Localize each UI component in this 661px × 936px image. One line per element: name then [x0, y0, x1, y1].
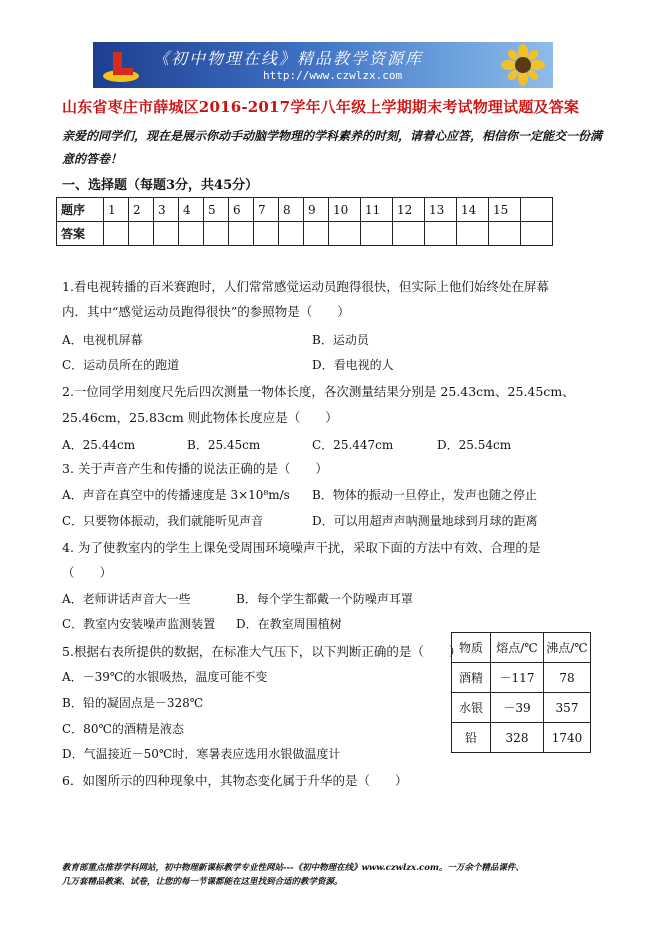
question-2-line-2: 25.46cm，25.83cm 则此物体长度应是（ ）	[62, 410, 338, 425]
banner-url[interactable]: http://www.czwlzx.com	[263, 69, 403, 82]
answer-cell	[129, 222, 154, 246]
answer-cell	[425, 222, 457, 246]
section-heading: 一、选择题（每题3分，共45分）	[62, 178, 259, 193]
table-cell: 78	[544, 663, 591, 693]
number-cell: 13	[425, 198, 457, 222]
number-cell: 11	[361, 198, 393, 222]
number-cell: 10	[329, 198, 361, 222]
header-banner	[93, 42, 553, 88]
question-1-option-a: A．电视机屏幕	[62, 333, 143, 347]
answer-cell	[329, 222, 361, 246]
answer-cell	[304, 222, 329, 246]
document-title: 山东省枣庄市薛城区2016-2017学年八年级上学期期末考试物理试题及答案	[62, 98, 580, 116]
question-5-line-1: 5.根据右表所提供的数据，在标准大气压下，以下判断正确的是（ ）	[62, 644, 462, 659]
number-cell: 12	[393, 198, 425, 222]
question-4-line-2: （ ）	[62, 565, 113, 580]
question-3-option-b: B．物体的振动一旦停止，发声也随之停止	[312, 488, 537, 502]
intro-text: 亲爱的同学们，现在是展示你动手动脑学物理的学科素养的时刻，请着心应答，相信你一定能交一份满意的答卷！	[62, 129, 603, 166]
table-cell: 1740	[544, 723, 591, 753]
table-row	[452, 723, 591, 753]
question-1-option-c: C．运动员所在的跑道	[62, 358, 180, 372]
number-cell: 3	[154, 198, 179, 222]
answer-cell	[229, 222, 254, 246]
footer-line-2: 几万套精品教案、试卷，让您的每一节课都能在这里找到合适的教学资源。	[62, 877, 343, 887]
answer-cell	[279, 222, 304, 246]
table-cell: 酒精	[452, 663, 491, 693]
question-1-line-1: 1.看电视转播的百米赛跑时，人们常常感觉运动员跑得很快，但实际上他们始终处在屏幕	[62, 279, 549, 294]
question-4-option-a: A．老师讲话声音大一些	[62, 592, 191, 606]
question-1-option-d: D．看电视的人	[312, 358, 394, 372]
answer-cell	[179, 222, 204, 246]
table-cell: －117	[491, 663, 544, 693]
number-cell: 9	[304, 198, 329, 222]
question-1-line-2: 内．其中“感觉运动员跑得很快”的参照物是（ ）	[62, 304, 350, 319]
number-cell: 7	[254, 198, 279, 222]
question-2-option-a: A．25.44cm	[62, 438, 136, 452]
logo-icon	[101, 46, 141, 84]
answer-cell	[361, 222, 393, 246]
question-5-option-b: B．铅的凝固点是－328℃	[62, 696, 204, 710]
question-4-option-c: C．教室内安装噪声监测装置	[62, 617, 216, 631]
question-3-option-c: C．只要物体振动，我们就能听见声音	[62, 514, 264, 528]
number-cell: 14	[457, 198, 489, 222]
question-4-option-d: D．在教室周围植树	[236, 617, 342, 631]
answer-cell	[393, 222, 425, 246]
number-cell: 5	[204, 198, 229, 222]
question-4-option-b: B．每个学生都戴一个防噪声耳罩	[236, 592, 413, 606]
table-cell: －39	[491, 693, 544, 723]
row-label: 题序	[57, 198, 104, 222]
answer-cell	[489, 222, 521, 246]
table-cell: 357	[544, 693, 591, 723]
question-5-option-c: C．80℃的酒精是液态	[62, 722, 184, 736]
table-row	[452, 663, 591, 693]
answer-cell	[204, 222, 229, 246]
table-header: 物质	[452, 633, 491, 663]
answer-cell	[457, 222, 489, 246]
footer-line-1: 教育部重点推荐学科网站，初中物理新课标教学专业性网站---《初中物理在线》www.czwlzx.com。一万余个精品课件、	[62, 863, 524, 873]
table-row	[452, 633, 591, 663]
question-5-option-a: A．－39℃的水银吸热，温度可能不变	[62, 670, 268, 684]
banner-title: 《初中物理在线》精品教学资源库	[153, 49, 424, 68]
row-label: 答案	[57, 222, 104, 246]
answer-cell	[154, 222, 179, 246]
sunflower-icon	[499, 44, 547, 86]
question-2-option-c: C．25.447cm	[312, 438, 394, 452]
number-cell: 15	[489, 198, 521, 222]
answer-table	[56, 197, 553, 246]
number-cell: 1	[104, 198, 129, 222]
table-cell: 328	[491, 723, 544, 753]
table-header: 沸点/℃	[544, 633, 591, 663]
table-cell: 水银	[452, 693, 491, 723]
question-3-line-1: 3. 关于声音产生和传播的说法正确的是（ ）	[62, 461, 328, 476]
question-3-option-a: A．声音在真空中的传播速度是 3×10⁸m/s	[62, 488, 290, 502]
question-3-option-d: D．可以用超声声呐测量地球到月球的距离	[312, 514, 538, 528]
table-cell: 铅	[452, 723, 491, 753]
answer-cell	[521, 222, 553, 246]
question-1-option-b: B．运动员	[312, 333, 369, 347]
question-5-option-d: D．气温接近－50℃时．寒暑表应选用水银做温度计	[62, 747, 341, 761]
answer-cell	[104, 222, 129, 246]
table-row	[452, 693, 591, 723]
answer-cell	[254, 222, 279, 246]
question-4-line-1: 4. 为了使教室内的学生上课免受周围环境噪声干扰，采取下面的方法中有效、合理的是	[62, 540, 541, 555]
number-cell: 8	[279, 198, 304, 222]
table-row	[57, 198, 553, 222]
number-cell: 2	[129, 198, 154, 222]
substance-properties-table	[451, 632, 591, 753]
question-2-option-b: B．25.45cm	[187, 438, 261, 452]
empty-cell	[521, 198, 553, 222]
question-2-line-1: 2.一位同学用刻度尺先后四次测量一物体长度，各次测量结果分别是 25.43cm、25.45cm、	[62, 384, 575, 399]
table-header: 熔点/℃	[491, 633, 544, 663]
table-row	[57, 222, 553, 246]
number-cell: 4	[179, 198, 204, 222]
question-6-line-1: 6．如图所示的四种现象中，其物态变化属于升华的是（ ）	[62, 773, 408, 788]
number-cell: 6	[229, 198, 254, 222]
page-footer	[62, 861, 607, 889]
question-2-option-d: D．25.54cm	[437, 438, 512, 452]
